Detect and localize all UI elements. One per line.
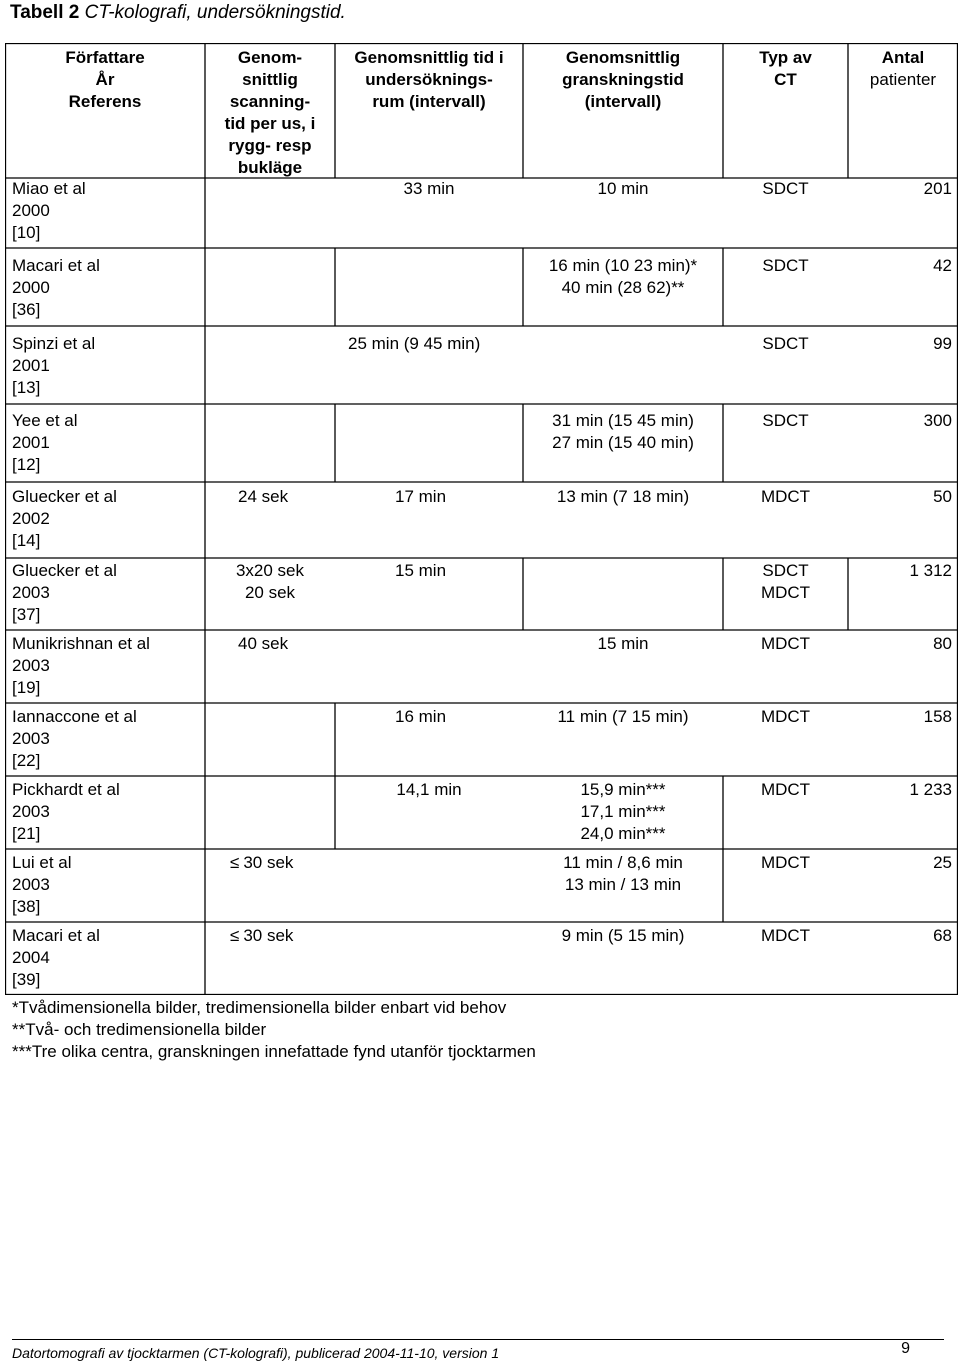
author-ref: [10] — [12, 223, 41, 242]
cell-author — [12, 255, 100, 321]
cell-review — [523, 779, 723, 845]
header-room-line: Genomsnittlig tid i — [354, 48, 504, 67]
header-scan-line: rygg- resp — [228, 136, 312, 155]
review-line: 13 min / 13 min — [564, 875, 682, 894]
cell-patients: 201 — [923, 179, 952, 198]
cell-ct: SDCT — [762, 411, 809, 430]
cell-ct: SDCT — [762, 256, 809, 275]
author-ref: [14] — [12, 531, 41, 550]
author-ref: [36] — [12, 300, 41, 319]
cell-review — [523, 410, 723, 454]
footer-text: Datortomografi av tjocktarmen (CT-kolografi), publicerad 2004-11-10, version 1 — [12, 1345, 500, 1361]
cell-room: 25 min (9 45 min) — [348, 334, 481, 353]
cell-review — [523, 255, 723, 299]
cell-author — [12, 852, 72, 918]
author-ref: [37] — [12, 605, 41, 624]
author-year: 2001 — [12, 433, 50, 452]
cell-patients: 1 233 — [909, 780, 952, 799]
header-scan-line: Genom- — [237, 48, 303, 67]
cell-ct: SDCT — [762, 334, 809, 353]
author-year: 2000 — [12, 278, 50, 297]
review-line: 16 min (10 23 min)* — [548, 256, 698, 275]
author-year: 2003 — [12, 802, 50, 821]
cell-author — [12, 706, 137, 772]
review-line: 27 min (15 40 min) — [552, 433, 694, 452]
author-year: 2003 — [12, 583, 50, 602]
cell-author — [12, 560, 117, 626]
cell-patients: 158 — [923, 707, 952, 726]
less-or-equal-icon: ≤ — [230, 853, 240, 872]
cell-author — [12, 633, 150, 699]
header-ct-type — [723, 47, 848, 91]
review-line: 24,0 min*** — [580, 824, 666, 843]
cell-author — [12, 178, 86, 244]
author-name: Gluecker et al — [12, 561, 117, 580]
author-year: 2003 — [12, 729, 50, 748]
header-patients-line: patienter — [869, 70, 937, 89]
cell-scan — [230, 925, 293, 947]
exam-time-table — [5, 43, 958, 995]
author-year: 2003 — [12, 656, 50, 675]
cell-patients: 68 — [933, 926, 952, 945]
author-year: 2000 — [12, 201, 50, 220]
header-patients — [848, 47, 958, 91]
header-patients-line: Antal — [881, 48, 925, 67]
header-review-time — [523, 47, 723, 113]
author-ref: [13] — [12, 378, 41, 397]
header-review-line: Genomsnittlig — [565, 48, 681, 67]
cell-patients: 1 312 — [909, 561, 952, 580]
cell-review: 10 min — [597, 179, 649, 198]
cell-review: 15 min — [597, 634, 649, 653]
header-scan-line: scanning- — [229, 92, 311, 111]
review-line: 11 min / 8,6 min — [563, 853, 683, 872]
footnote: **Två- och tredimensionella bilder — [12, 1020, 267, 1039]
table-footnotes — [12, 997, 536, 1063]
header-author-line: År — [95, 70, 115, 89]
cell-ct: MDCT — [760, 707, 811, 726]
author-name: Pickhardt et al — [12, 780, 120, 799]
review-line: 15,9 min*** — [580, 780, 666, 799]
footer-divider — [12, 1339, 944, 1340]
header-author-line: Referens — [68, 92, 142, 111]
cell-ct: MDCT — [760, 780, 811, 799]
header-ct-line: Typ av — [759, 48, 812, 67]
cell-patients: 42 — [933, 256, 952, 275]
review-line: 17,1 min*** — [580, 802, 666, 821]
scan-line: 3x20 sek — [235, 561, 305, 580]
caption-text: CT-kolografi, undersökningstid. — [84, 2, 346, 23]
cell-room: 14,1 min — [396, 780, 462, 799]
author-name: Iannaccone et al — [12, 707, 137, 726]
cell-review: 9 min (5 15 min) — [561, 926, 685, 945]
author-name: Lui et al — [12, 853, 72, 872]
less-or-equal-icon: ≤ — [230, 926, 240, 945]
cell-patients: 80 — [933, 634, 952, 653]
caption-label: Tabell 2 — [10, 2, 80, 23]
cell-review: 11 min (7 15 min) — [557, 707, 689, 726]
table-caption — [10, 2, 346, 24]
cell-author — [12, 410, 78, 476]
page-number: 9 — [901, 1340, 910, 1357]
cell-patients: 25 — [933, 853, 952, 872]
header-scan-line: tid per us, i — [224, 114, 316, 133]
cell-room: 15 min — [395, 561, 447, 580]
author-ref: [39] — [12, 970, 41, 989]
author-ref: [21] — [12, 824, 41, 843]
header-review-line: granskningstid — [562, 70, 684, 89]
author-year: 2004 — [12, 948, 50, 967]
cell-scan: 40 sek — [238, 634, 289, 653]
cell-ct: MDCT — [760, 634, 811, 653]
author-name: Yee et al — [12, 411, 78, 430]
author-ref: [38] — [12, 897, 41, 916]
header-scan-line: bukläge — [237, 158, 303, 177]
header-room-line: rum (intervall) — [372, 92, 486, 111]
cell-ct: MDCT — [760, 853, 811, 872]
cell-room: 17 min — [395, 487, 447, 506]
review-line: 31 min (15 45 min) — [552, 411, 694, 430]
cell-scan — [230, 852, 293, 874]
cell-ct: SDCT — [762, 179, 809, 198]
author-ref: [19] — [12, 678, 41, 697]
cell-room: 33 min — [403, 179, 455, 198]
author-name: Macari et al — [12, 256, 100, 275]
cell-author — [12, 333, 95, 399]
author-year: 2001 — [12, 356, 50, 375]
header-review-line: (intervall) — [584, 92, 662, 111]
cell-author — [12, 925, 100, 991]
cell-review: 13 min (7 18 min) — [556, 487, 690, 506]
header-scan-line: snittlig — [242, 70, 298, 89]
scan-value: 30 sek — [243, 926, 294, 945]
cell-ct — [723, 560, 848, 604]
author-year: 2003 — [12, 875, 50, 894]
cell-scan — [205, 560, 335, 604]
author-year: 2002 — [12, 509, 50, 528]
header-room-line: undersöknings- — [365, 70, 493, 89]
footnote: *Tvådimensionella bilder, tredimensionella bilder enbart vid behov — [12, 998, 507, 1017]
header-author-line: Författare — [65, 48, 145, 67]
author-name: Miao et al — [12, 179, 86, 198]
cell-room: 16 min — [395, 707, 447, 726]
scan-line: 20 sek — [244, 583, 296, 602]
author-name: Macari et al — [12, 926, 100, 945]
cell-ct: MDCT — [760, 926, 811, 945]
cell-patients: 99 — [933, 334, 952, 353]
author-name: Gluecker et al — [12, 487, 117, 506]
header-scan-time — [205, 47, 335, 179]
review-line: 40 min (28 62)** — [561, 278, 685, 297]
cell-patients: 50 — [933, 487, 952, 506]
cell-author — [12, 486, 117, 552]
header-author — [5, 47, 205, 113]
ct-line: MDCT — [760, 583, 811, 602]
header-ct-line: CT — [774, 70, 797, 89]
cell-ct: MDCT — [760, 487, 811, 506]
footnote: ***Tre olika centra, granskningen innefattade fynd utanför tjocktarmen — [12, 1042, 536, 1061]
cell-patients: 300 — [923, 411, 952, 430]
author-ref: [22] — [12, 751, 41, 770]
cell-author — [12, 779, 120, 845]
scan-value: 30 sek — [243, 853, 294, 872]
author-ref: [12] — [12, 455, 41, 474]
cell-review — [523, 852, 723, 896]
author-name: Spinzi et al — [12, 334, 96, 353]
header-room-time — [335, 47, 523, 113]
cell-scan: 24 sek — [238, 487, 289, 506]
ct-line: SDCT — [762, 561, 809, 580]
author-name: Munikrishnan et al — [12, 634, 150, 653]
